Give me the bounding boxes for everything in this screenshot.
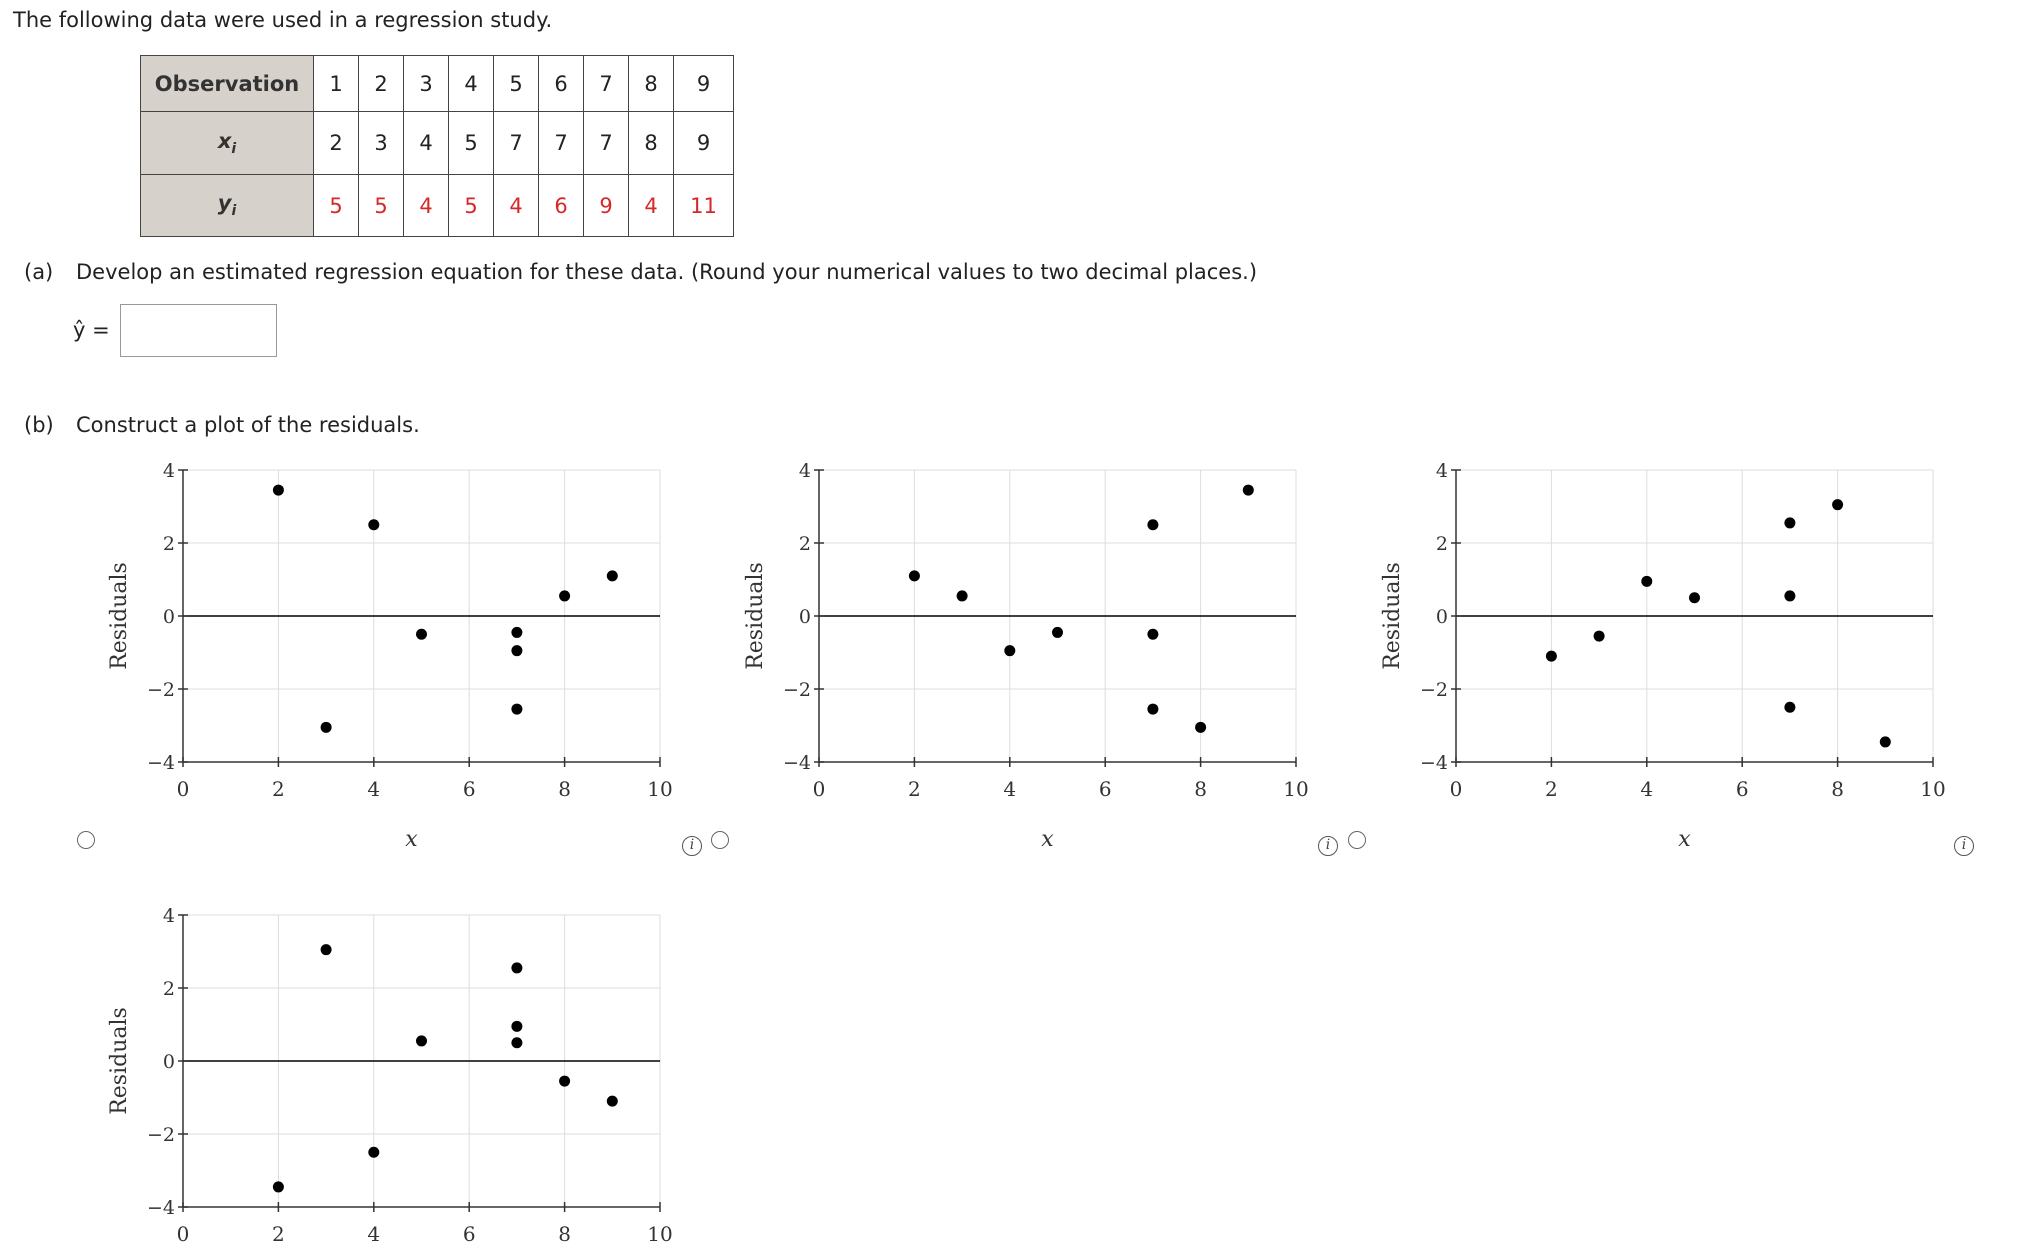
table-cell: 5 xyxy=(494,56,539,112)
part-b-text: Construct a plot of the residuals. xyxy=(76,413,420,437)
x-tick-label: 8 xyxy=(1831,777,1844,801)
x-tick-label: 10 xyxy=(647,777,673,801)
part-a-label: (a) xyxy=(24,260,54,284)
row-label-x-var: x xyxy=(217,128,232,153)
data-point xyxy=(1147,704,1158,715)
data-point xyxy=(1147,519,1158,530)
data-point xyxy=(1195,722,1206,733)
y-tick-label: 0 xyxy=(798,606,811,628)
y-tick-label: 4 xyxy=(798,460,811,482)
data-point xyxy=(416,629,427,640)
data-point xyxy=(368,1147,379,1158)
data-point xyxy=(1243,485,1254,496)
x-tick-label: 6 xyxy=(462,777,476,801)
table-row-y xyxy=(141,175,734,237)
y-tick-label: 0 xyxy=(162,606,175,628)
residual-plot-3 xyxy=(1368,455,1948,855)
table-cell: 3 xyxy=(359,112,404,175)
data-point xyxy=(273,1181,284,1192)
x-tick-label: 4 xyxy=(1640,777,1654,801)
table-cell: 2 xyxy=(314,112,359,175)
table-cell: 7 xyxy=(539,112,584,175)
x-tick-label: 2 xyxy=(272,777,285,801)
x-tick-label: 2 xyxy=(908,777,921,801)
data-point xyxy=(511,962,522,973)
data-point xyxy=(957,590,968,601)
table-cell: 4 xyxy=(404,112,449,175)
data-point xyxy=(1641,576,1652,587)
data-point xyxy=(273,485,284,496)
table-cell: 7 xyxy=(584,112,629,175)
x-tick-label: 10 xyxy=(647,1222,673,1246)
y-tick-label: −2 xyxy=(146,1124,175,1146)
regression-equation-input[interactable] xyxy=(120,304,277,357)
y-tick-label: 2 xyxy=(162,533,175,555)
table-cell: 3 xyxy=(404,56,449,112)
y-tick-label: −4 xyxy=(146,752,175,774)
y-tick-label: 0 xyxy=(162,1051,175,1073)
y-tick-label: −2 xyxy=(1419,679,1448,701)
y-tick-label: −2 xyxy=(782,679,811,701)
y-tick-label: 0 xyxy=(1435,606,1448,628)
data-point xyxy=(607,570,618,581)
x-tick-label: 6 xyxy=(462,1222,476,1246)
intro-text: The following data were used in a regression study. xyxy=(13,8,553,32)
table-cell: 8 xyxy=(629,56,674,112)
table-cell: 11 xyxy=(674,175,734,237)
x-tick-label: 0 xyxy=(1449,777,1463,801)
option-radio-1[interactable] xyxy=(77,831,95,849)
row-label-x xyxy=(141,112,314,175)
info-icon-3[interactable]: i xyxy=(1954,836,1974,856)
data-point xyxy=(1004,645,1015,656)
part-a-prompt xyxy=(24,260,1257,284)
row-label-observation: Observation xyxy=(141,56,314,112)
data-table xyxy=(140,55,734,237)
x-tick-label: 2 xyxy=(1545,777,1558,801)
data-point xyxy=(1689,592,1700,603)
table-row-observation xyxy=(141,56,734,112)
data-point xyxy=(416,1035,427,1046)
data-point xyxy=(559,1076,570,1087)
residual-plot-2 xyxy=(731,455,1311,855)
y-tick-label: −4 xyxy=(146,1197,175,1219)
data-point xyxy=(511,645,522,656)
data-point xyxy=(1052,627,1063,638)
data-point xyxy=(511,1037,522,1048)
part-b-label: (b) xyxy=(24,413,54,437)
residual-plot-4 xyxy=(95,900,675,1250)
table-cell: 1 xyxy=(314,56,359,112)
data-point xyxy=(321,944,332,955)
table-cell: 6 xyxy=(539,56,584,112)
data-point xyxy=(1880,736,1891,747)
data-point xyxy=(1832,499,1843,510)
x-tick-label: 8 xyxy=(558,777,571,801)
x-axis-label: x xyxy=(1678,827,1691,852)
x-tick-label: 4 xyxy=(367,777,381,801)
data-point xyxy=(1594,631,1605,642)
part-a-text: Develop an estimated regression equation for these data. (Round your numerical values to two decimal places.) xyxy=(76,260,1258,284)
x-axis-label: x xyxy=(1041,827,1054,852)
data-point xyxy=(511,1021,522,1032)
info-icon-2[interactable]: i xyxy=(1318,836,1338,856)
data-point xyxy=(1784,590,1795,601)
table-cell: 4 xyxy=(629,175,674,237)
table-cell: 8 xyxy=(629,112,674,175)
x-tick-label: 8 xyxy=(558,1222,571,1246)
data-point xyxy=(909,570,920,581)
x-tick-label: 6 xyxy=(1098,777,1112,801)
data-point xyxy=(368,519,379,530)
table-cell: 4 xyxy=(449,56,494,112)
table-cell: 5 xyxy=(449,112,494,175)
data-point xyxy=(511,627,522,638)
y-tick-label: −4 xyxy=(1419,752,1448,774)
residual-plot-1 xyxy=(95,455,675,855)
y-axis-label: Residuals xyxy=(107,1007,132,1115)
y-tick-label: 4 xyxy=(162,460,175,482)
part-b-prompt xyxy=(24,413,420,437)
yhat-label: ŷ = xyxy=(73,318,110,342)
table-cell: 5 xyxy=(359,175,404,237)
y-tick-label: 2 xyxy=(798,533,811,555)
y-tick-label: 2 xyxy=(1435,533,1448,555)
option-radio-3[interactable] xyxy=(1348,831,1366,849)
y-tick-label: 2 xyxy=(162,978,175,1000)
table-cell: 9 xyxy=(674,112,734,175)
row-label-y-subscript: i xyxy=(231,203,237,220)
x-tick-label: 0 xyxy=(812,777,826,801)
data-point xyxy=(1784,517,1795,528)
table-cell: 4 xyxy=(404,175,449,237)
y-tick-label: −4 xyxy=(782,752,811,774)
table-row-x xyxy=(141,112,734,175)
table-cell: 9 xyxy=(674,56,734,112)
table-cell: 5 xyxy=(314,175,359,237)
data-point xyxy=(1546,651,1557,662)
x-tick-label: 10 xyxy=(1920,777,1946,801)
table-cell: 7 xyxy=(584,56,629,112)
y-axis-label: Residuals xyxy=(107,562,132,670)
table-cell: 9 xyxy=(584,175,629,237)
data-point xyxy=(1147,629,1158,640)
row-label-x-subscript: i xyxy=(231,141,237,158)
info-icon-1[interactable]: i xyxy=(682,836,702,856)
y-axis-label: Residuals xyxy=(743,562,768,670)
y-tick-label: −2 xyxy=(146,679,175,701)
x-tick-label: 2 xyxy=(272,1222,285,1246)
x-tick-label: 8 xyxy=(1194,777,1207,801)
y-axis-label: Residuals xyxy=(1380,562,1405,670)
data-point xyxy=(607,1096,618,1107)
y-tick-label: 4 xyxy=(1435,460,1448,482)
table-cell: 4 xyxy=(494,175,539,237)
data-point xyxy=(321,722,332,733)
x-tick-label: 0 xyxy=(176,777,190,801)
x-tick-label: 4 xyxy=(1003,777,1017,801)
x-tick-label: 0 xyxy=(176,1222,190,1246)
data-point xyxy=(559,590,570,601)
data-point xyxy=(1784,702,1795,713)
table-cell: 5 xyxy=(449,175,494,237)
data-point xyxy=(511,704,522,715)
y-tick-label: 4 xyxy=(162,905,175,927)
table-cell: 7 xyxy=(494,112,539,175)
x-tick-label: 6 xyxy=(1735,777,1749,801)
row-label-y xyxy=(141,175,314,237)
x-tick-label: 10 xyxy=(1283,777,1309,801)
table-cell: 6 xyxy=(539,175,584,237)
table-cell: 2 xyxy=(359,56,404,112)
x-axis-label: x xyxy=(405,827,418,852)
row-label-y-var: y xyxy=(217,191,232,216)
option-radio-2[interactable] xyxy=(711,831,729,849)
x-tick-label: 4 xyxy=(367,1222,381,1246)
